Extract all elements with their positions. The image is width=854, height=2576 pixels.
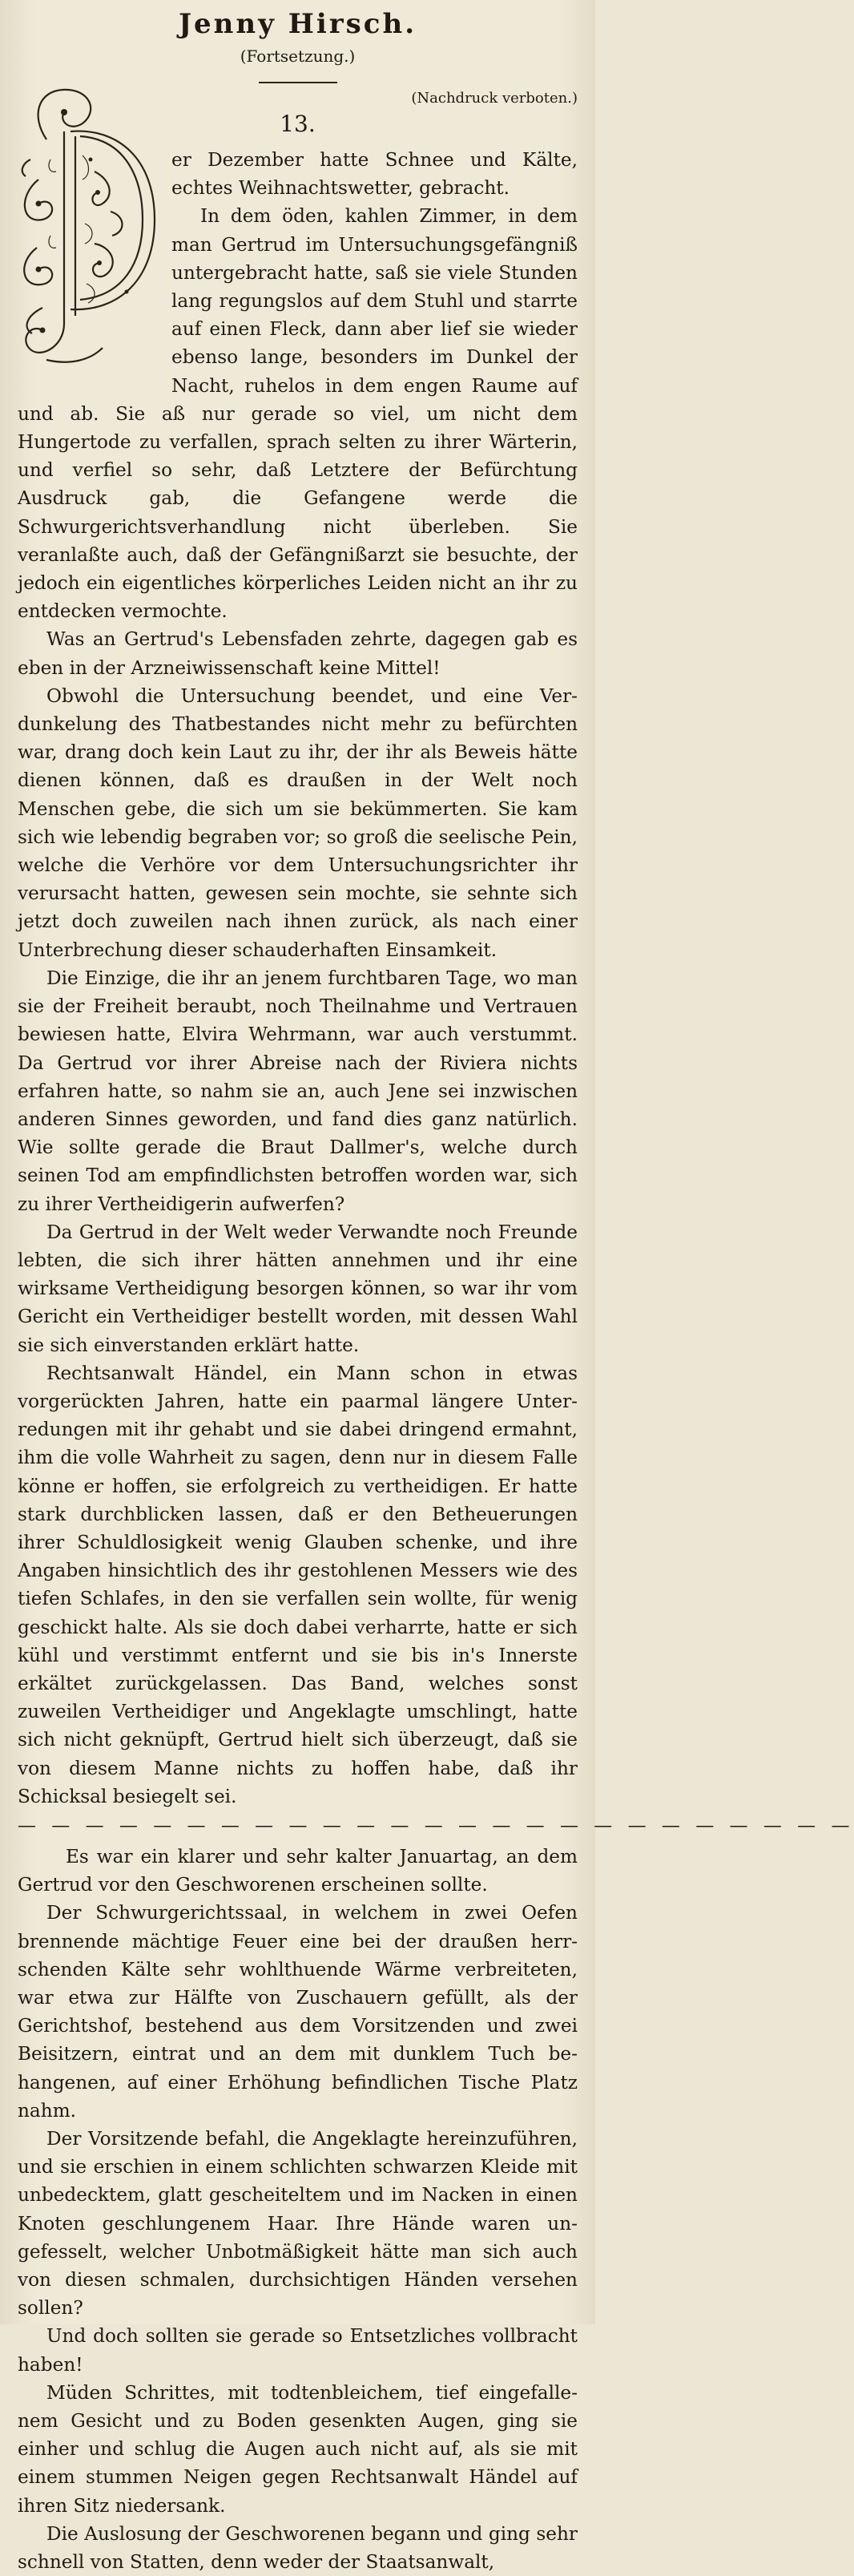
paragraph-2: In dem öden, kahlen Zimmer, in dem man Gertrud im Untersuchungsgefängniß untergebracht hatte, saß sie viele Stunden lang regungslos auf dem Stuhl und starrte auf einen Fleck, dann aber lief sie wieder ebenso lange, besonders im Dunkel der Nacht, ruhelos in dem engen Raume auf und ab. Sie aß nur gerade so viel, um nicht dem Hungertode zu verfallen, sprach selten zu ihrer Wärterin, und verfiel so sehr, daß Letztere der Befürchtung Ausdruck gab, die Gefangene werde die Schwurgerichtsverhandlung nicht überleben. Sie veranlaßte auch, daß der Gefängnißarzt sie besuchte, der jedoch ein eigentliches körperliches Leiden nicht an ihr zu entdecken vermochte. — [18, 205, 578, 623]
ornate-initial-D-icon — [14, 83, 167, 376]
paragraph-6: Da Gertrud in der Welt weder Verwandte noch Freunde lebten, die sich ihrer hätten annehmen und ihr eine wirksame Vertheidigung besorgen können, so war ihr vom Gericht ein Vertheidiger bestellt worden, mit dessen Wahl sie sich einverstanden erklärt hatte. — [18, 1221, 578, 1356]
paragraph-10: Der Vorsitzende befahl, die Angeklagte hereinzuführen, und sie erschien in einem schlichten schwarzen Kleide mit unbedecktem, glatt gescheiteltem und im Nacken in einen Knoten geschlungenem Haar. Ihre Hände waren ungefesselt, welcher Unbotmäßigkeit hätte man sich auch von diesen schmalen, durchsichtigen Händen versehen sollen? — [18, 2128, 578, 2320]
paragraph-1: er Dezember hatte Schnee und Kälte, echtes Weihnachtswetter, gebracht. — [171, 149, 578, 200]
story-title: Jenny Hirsch. — [178, 8, 417, 40]
paragraph-8: Es war ein klarer und sehr kalter Januartag, an dem Gertrud vor den Geschworenen erscheinen sollte. — [18, 1845, 578, 1896]
article-body — [18, 146, 854, 2576]
paragraph-13: Die Auslosung der Geschworenen begann und ging sehr schnell von Statten, denn weder der Staatsanwalt, — [18, 2522, 578, 2574]
paragraph-9: Der Schwurgerichtssaal, in welchem in zwei Oefen brennende mächtige Feuer eine bei der draußen herrschenden Kälte sehr wohlthuende Wärme verbreiteten, war etwa zur Hälfte von Zuschauern gefüllt, als der Gerichtshof, bestehend aus dem Vorsitzenden und zwei Beisitzern, eintrat und an dem mit dunklem Tuch behangenen, auf einer Erhöhung befindlichen Tische Platz nahm. — [18, 1902, 578, 2122]
paragraph-3: Was an Gertrud's Lebensfaden zehrte, dagegen gab es eben in der Arzneiwissenschaft keine Mittel! — [18, 628, 578, 679]
continuation-note: (Fortsetzung.) — [240, 46, 356, 66]
title-divider — [259, 82, 337, 83]
paragraph-12: Müden Schrittes, mit todtenbleichem, tief eingefallenem Gesicht und zu Boden gesenkten Augen, ging sie einher und schlug die Augen auch nicht auf, als sie mit einem stummen Neigen gegen Rechtsanwalt Händel auf ihren Sitz niedersank. — [18, 2381, 578, 2517]
paragraph-4: Obwohl die Untersuchung beendet, und eine Verdunkelung des Thatbestandes nicht mehr zu befürchten war, drang doch kein Laut zu ihr, der ihr als Beweis hätte dienen können, daß es draußen in der Welt noch Menschen gebe, die sich um sie bekümmerten. Sie kam sich wie lebendig begraben vor; so groß die seelische Pein, welche die Verhöre vor dem Untersuchungsrichter ihr verursacht hatten, gewesen sein mochte, sie sehnte sich jetzt doch zuweilen nach ihnen zurück, als nach einer Unterbrechung dieser schauderhaften Einsamkeit. — [18, 684, 578, 961]
chapter-number: 13. — [280, 111, 316, 137]
paragraph-11: Und doch sollten sie gerade so Entsetzliches vollbracht haben! — [18, 2325, 578, 2376]
paragraph-5: Die Einzige, die ihr an jenem furchtbaren Tage, wo man sie der Freiheit beraubt, noch Theilnahme und Vertrauen bewiesen hatte, Elvira Wehrmann, war auch verstummt. Da Gertrud vor ihrer Abreise nach der Riviera nichts erfahren hatte, so nahm sie an, auch Jene sei inzwischen anderen Sinnes geworden, und fand dies ganz natürlich. Wie sollte gerade die Braut Dallmer's, welche durch seinen Tod am empfindlichsten betroffen worden war, sich zu ihrer Vertheidigerin aufwerfen? — [18, 967, 578, 1215]
section-break: — — — — — — — — — — — — — — — — — — — — — — — — — — [18, 1815, 854, 1836]
paragraph-7: Rechtsanwalt Händel, ein Mann schon in etwas vorgerückten Jahren, hatte ein paarmal längere Unterredungen mit ihr gehabt und sie dabei dringend ermahnt, ihm die volle Wahrheit zu sagen, denn nur in diesem Falle könne er hoffen, sie erfolgreich zu vertheidigen. Er hatte stark durchblicken lassen, daß er den Betheuerungen ihrer Schuldlosigkeit wenig Glauben schenke, und ihre Angaben hinsichtlich des ihr gestohlenen Messers wie des tiefen Schlafes, in den sie verfallen sein wollte, für wenig geschickt halte. Als sie doch dabei verharrte, hatte er sich kühl und verstimmt entfernt und sie bis in's Innerste erkältet zurückgelassen. Das Band, welches sonst zuweilen Vertheidiger und Angeklagte umschlingt, hatte sich nicht geknüpft, Gertrud hielt sich überzeugt, daß sie von diesem Manne nichts zu hoffen habe, daß ihr Schicksal besiegelt sei. — [18, 1362, 578, 1807]
reprint-notice: (Nachdruck verboten.) — [411, 90, 578, 107]
